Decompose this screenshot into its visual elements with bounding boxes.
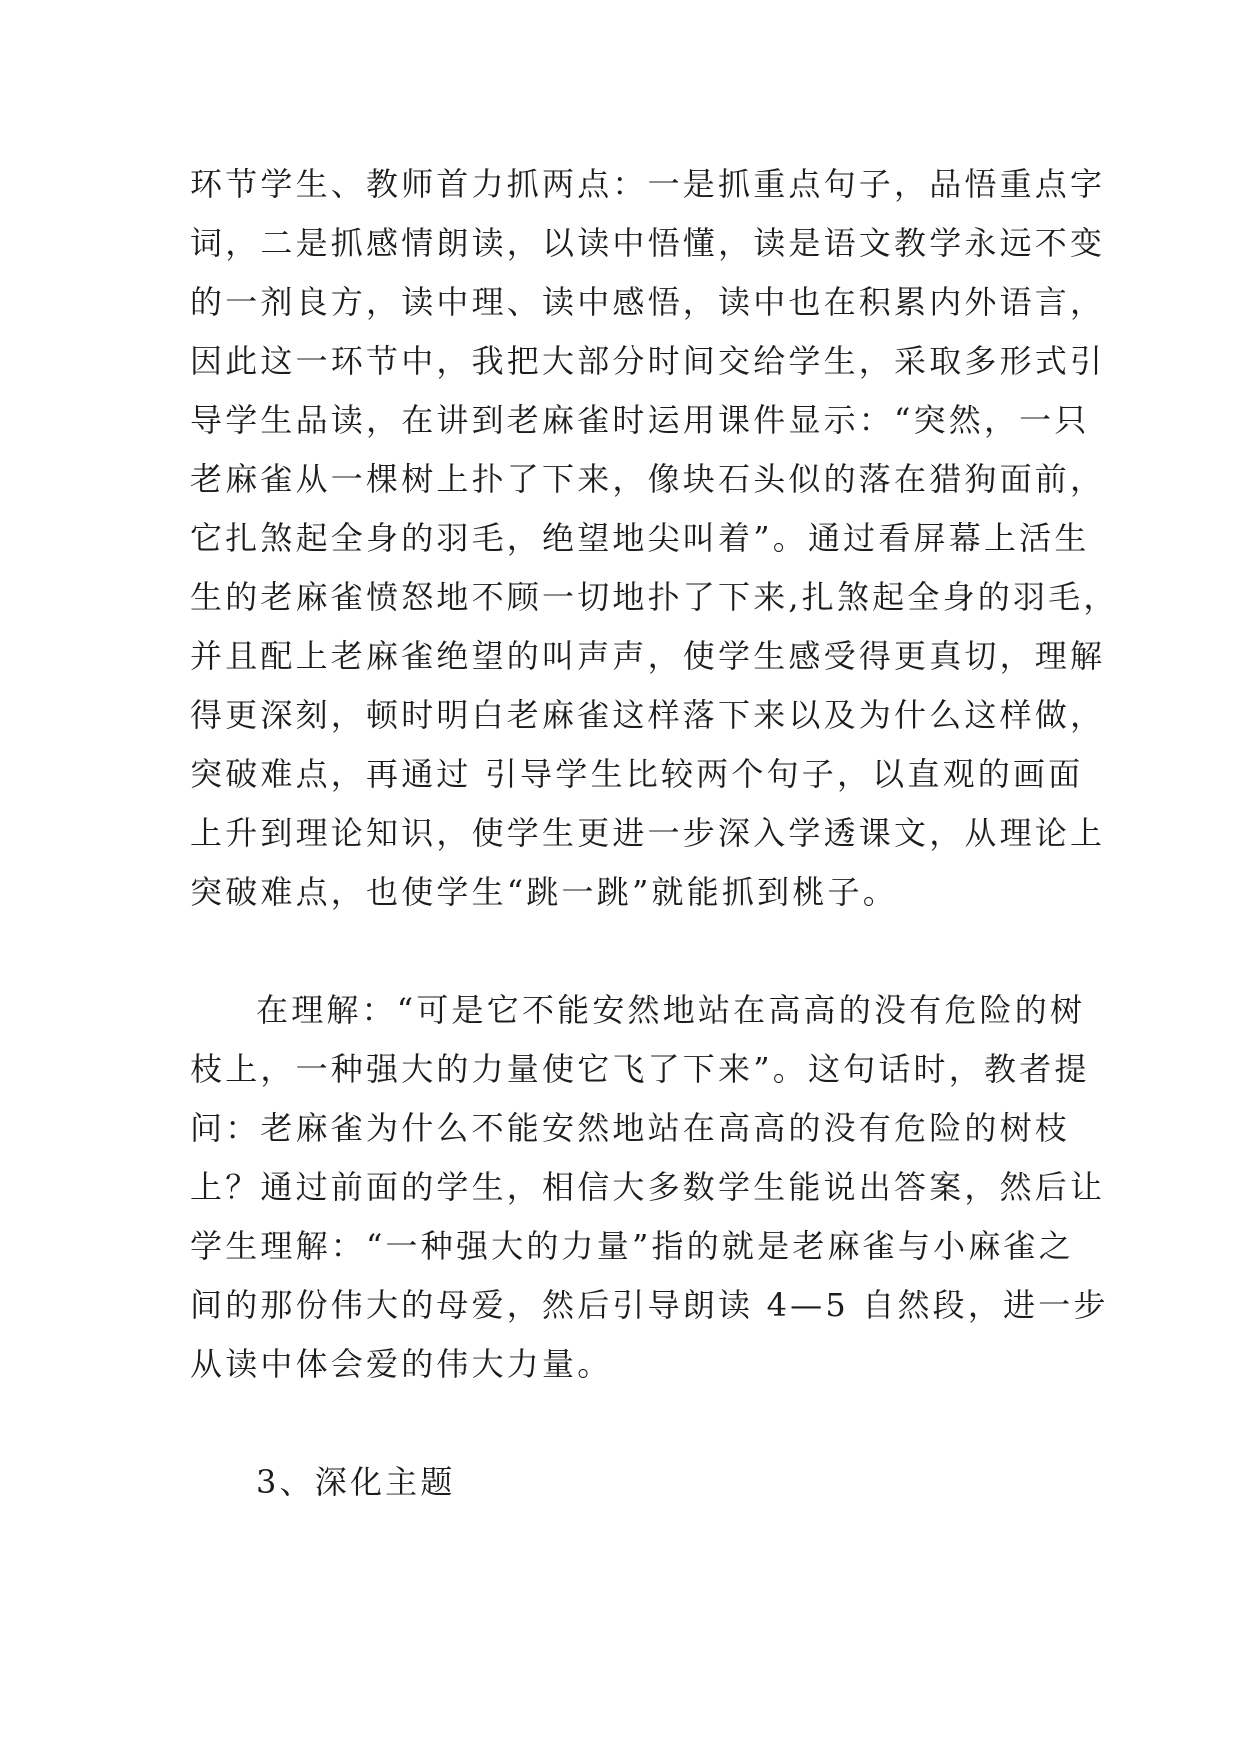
paragraph-line: 突破难点，再通过 引导学生比较两个句子，以直观的画面 [190,755,1084,793]
section-heading: 3、深化主题 [256,1463,456,1501]
paragraph-line: 导学生品读，在讲到老麻雀时运用课件显示：“突然，一只 [190,401,1090,439]
paragraph-line: 的一剂良方，读中理、读中感悟，读中也在积累内外语言， [190,283,1106,321]
paragraph-2 [190,981,1109,1394]
paragraph-line: 因此这一环节中，我把大部分时间交给学生，采取多形式引 [190,342,1106,380]
paragraph-1 [190,155,1119,922]
paragraph-line: 得更深刻，顿时明白老麻雀这样落下来以及为什么这样做， [190,696,1106,734]
document-body [190,155,1119,1512]
paragraph-line: 在理解：“可是它不能安然地站在高高的没有危险的树 [256,991,1086,1029]
paragraph-line: 枝上，一种强大的力量使它飞了下来”。这句话时，教者提 [190,1050,1090,1088]
paragraph-line: 上升到理论知识，使学生更进一步深入学透课文，从理论上 [190,814,1106,852]
paragraph-line: 从读中体会爱的伟大力量。 [190,1345,613,1383]
paragraph-line: 间的那份伟大的母爱，然后引导朗读 4—5 自然段，进一步 [190,1286,1109,1324]
paragraph-line: 问：老麻雀为什么不能安然地站在高高的没有危险的树枝 [190,1109,1071,1147]
paragraph-gap [190,922,1050,981]
paragraph-line: 词，二是抓感情朗读，以读中悟懂，读是语文教学永远不变 [190,224,1106,262]
paragraph-line: 并且配上老麻雀绝望的叫声声，使学生感受得更真切，理解 [190,637,1106,675]
paragraph-line: 环节学生、教师首力抓两点：一是抓重点句子，品悟重点字 [190,165,1106,203]
paragraph-gap [190,1394,1050,1453]
paragraph-line: 学生理解：“一种强大的力量”指的就是老麻雀与小麻雀之 [190,1227,1074,1265]
paragraph-line: 突破难点，也使学生“跳一跳”就能抓到桃子。 [190,873,898,911]
paragraph-line: 上？通过前面的学生，相信大多数学生能说出答案，然后让 [190,1168,1106,1206]
paragraph-line: 老麻雀从一棵树上扑了下来，像块石头似的落在猎狗面前， [190,460,1106,498]
paragraph-line: 生的老麻雀愤怒地不顾一切地扑了下来,扎煞起全身的羽毛， [190,578,1119,616]
paragraph-line: 它扎煞起全身的羽毛，绝望地尖叫着”。通过看屏幕上活生 [190,519,1090,557]
